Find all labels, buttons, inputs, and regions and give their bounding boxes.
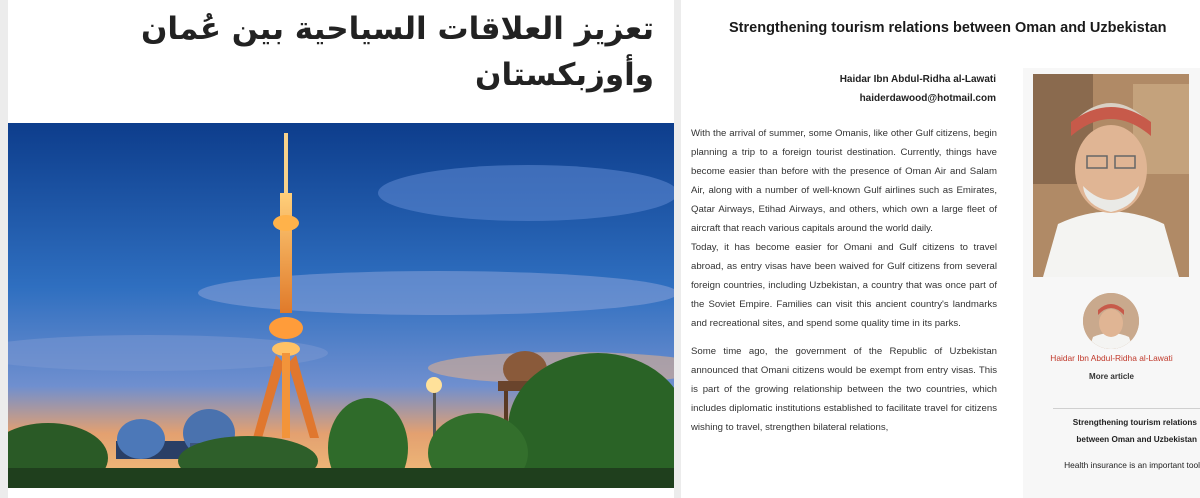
arabic-article-panel xyxy=(8,0,674,498)
article-body xyxy=(691,124,997,437)
paragraph: Some time ago, the government of the Republic of Uzbekistan announced that Omani citizens would be exempt from entry visas. This is part of the growing relationship between the two countries, which includes diplomatic institutions established to facilitate travel for citizens wishing to travel, strengthen bilateral relations, xyxy=(691,346,997,433)
byline xyxy=(681,70,996,108)
author-name[interactable]: Haidar Ibn Abdul-Ridha al-Lawati xyxy=(839,74,996,85)
paragraph: Today, it has become easier for Omani and Gulf citizens to travel abroad, as entry visas have been waived for Gulf citizens from several foreign countries, including Uzbekistan, a country that was once part of the Soviet Empire. Families can visit this ancient country's landmarks and recreational sites, and spend some quality time in its parks. xyxy=(691,242,997,329)
paragraph: With the arrival of summer, some Omanis, like other Gulf citizens, begin planning a trip to a foreign tourist destination. Currently, things have become easier than before with the presence of Oman Air and Salam Air, along with a number of well-known Gulf airlines such as Emirates, Qatar Airways, Etihad Airways, and others, which own a large fleet of aircraft that reach various capitals around the world daily. xyxy=(691,128,997,234)
english-article-title: Strengthening tourism relations between Oman and Uzbekistan xyxy=(729,20,1167,36)
tashkent-tower-photo xyxy=(8,123,674,488)
author-avatar[interactable] xyxy=(1083,293,1139,349)
author-email[interactable]: haiderdawood@hotmail.com xyxy=(859,93,996,104)
divider xyxy=(1053,408,1200,409)
related-article-snippet[interactable]: Health insurance is an important tool xyxy=(1064,460,1200,470)
author-portrait xyxy=(1033,74,1189,277)
arabic-article-title: تعزيز العلاقات السياحية بين عُمان وأوزبكستان xyxy=(140,11,654,93)
sidebar-author-name[interactable]: Haidar Ibn Abdul-Ridha al-Lawati xyxy=(1050,353,1173,363)
related-article-link[interactable]: Strengthening tourism relations between Oman and Uzbekistan xyxy=(1072,418,1197,444)
author-sidebar xyxy=(1023,68,1200,498)
english-article-panel xyxy=(681,0,1200,498)
more-article-link[interactable]: More article xyxy=(1089,372,1134,381)
